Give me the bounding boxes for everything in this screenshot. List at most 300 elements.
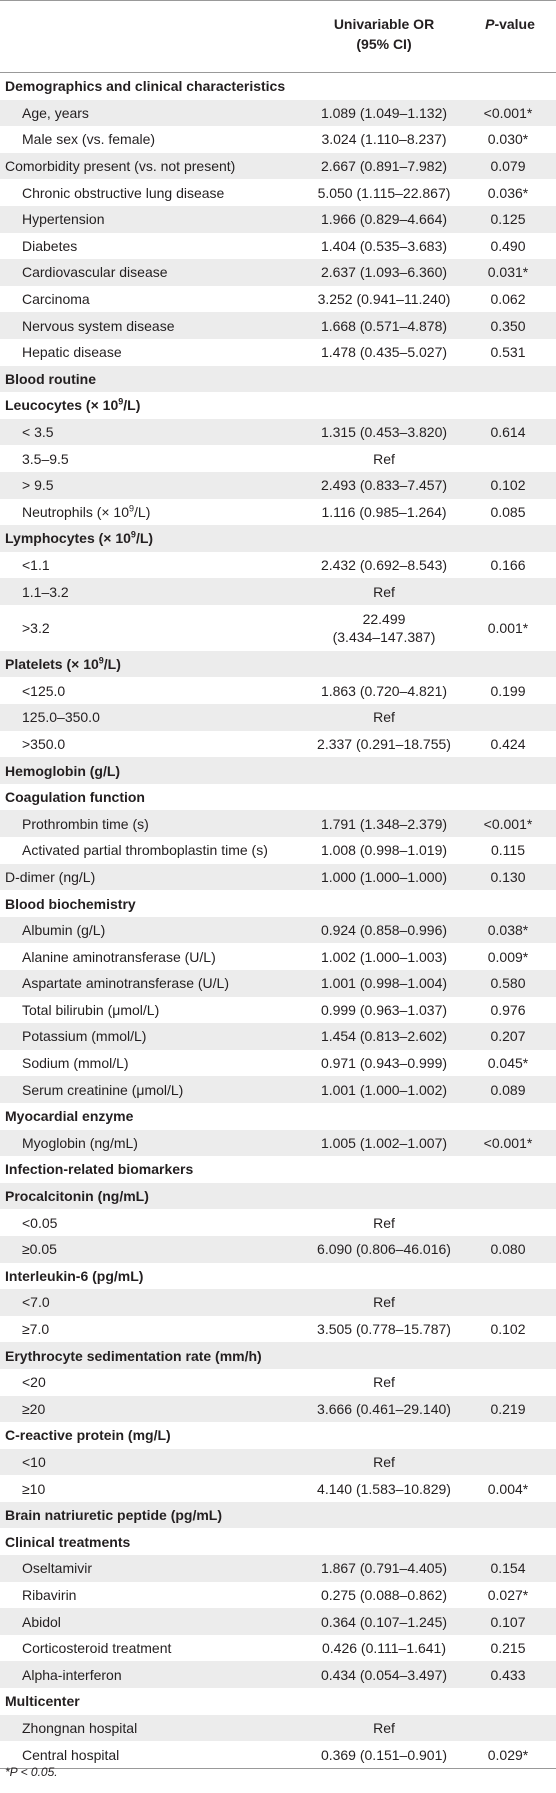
odds-ratio-value: 3.024 (1.110–8.237) [321, 131, 447, 148]
table-row [0, 757, 556, 784]
table-row [0, 1688, 556, 1715]
odds-ratio-cell [304, 943, 464, 970]
row-label [0, 651, 304, 678]
odds-ratio-value: 1.001 (0.998–1.004) [320, 975, 448, 992]
row-label-text: Hemoglobin (g/L) [5, 762, 121, 779]
table-row [0, 73, 556, 100]
odds-ratio-value: 1.116 (0.985–1.264) [321, 503, 447, 520]
row-label [0, 1263, 304, 1290]
p-value-cell [464, 73, 556, 100]
p-value-cell: 0.154 [464, 1555, 556, 1582]
row-label-text: > 9.5 [22, 477, 54, 494]
odds-ratio-value: 1.315 (0.453–3.820) [320, 424, 448, 441]
row-label-text: Sodium (mmol/L) [22, 1055, 129, 1072]
row-label [0, 233, 304, 260]
odds-ratio-value: 1.001 (1.000–1.002) [320, 1081, 448, 1098]
row-label [0, 1422, 304, 1449]
p-value-cell [464, 1449, 556, 1476]
odds-ratio-cell [304, 651, 464, 678]
table-row [0, 837, 556, 864]
odds-ratio-value: 0.924 (0.858–0.996) [320, 922, 448, 939]
row-label-text: Diabetes [22, 237, 78, 254]
odds-ratio-value: Ref [373, 1453, 395, 1470]
p-value-cell [464, 1156, 556, 1183]
odds-ratio-cell [304, 392, 464, 419]
row-label-text: <1.1 [22, 556, 50, 573]
row-label-text: Potassium (mmol/L) [22, 1028, 147, 1045]
row-label [0, 1023, 304, 1050]
row-label-text: Total bilirubin (μmol/L) [22, 1001, 160, 1018]
odds-ratio-cell [304, 1236, 464, 1263]
table-row [0, 312, 556, 339]
row-label [0, 1156, 304, 1183]
row-label-text: Hypertension [22, 211, 105, 228]
odds-ratio-cell [304, 179, 464, 206]
p-value-cell: 0.490 [490, 237, 526, 254]
odds-ratio-value: 0.275 (0.088–0.862) [320, 1586, 448, 1603]
p-value-cell: 0.004* [487, 1480, 529, 1497]
row-label [0, 525, 304, 552]
odds-ratio-value: 0.426 (0.111–1.641) [321, 1640, 447, 1657]
row-label-text: <0.05 [22, 1214, 58, 1231]
row-label [0, 704, 304, 731]
row-label [0, 837, 304, 864]
odds-ratio-cell [304, 731, 464, 758]
table-row [0, 392, 556, 419]
p-value-cell [464, 1263, 556, 1290]
table-row [0, 1316, 556, 1343]
odds-ratio-cell [304, 153, 464, 180]
p-value-cell: 0.219 [464, 1396, 556, 1423]
table-row [0, 100, 556, 127]
odds-ratio-cell [304, 890, 464, 917]
odds-ratio-cell [304, 1076, 464, 1103]
footnote: *P < 0.05. [5, 1765, 58, 1779]
row-label-text: <125.0 [22, 682, 66, 699]
p-value-cell [464, 890, 556, 917]
odds-ratio-value: Ref [373, 450, 395, 467]
odds-ratio-cell [304, 704, 464, 731]
p-value-cell: 0.036* [487, 184, 529, 201]
odds-ratio-cell [304, 1342, 464, 1369]
row-label [0, 731, 304, 758]
p-value-cell [464, 1209, 556, 1236]
odds-ratio-value: 1.008 (0.998–1.019) [320, 842, 448, 859]
odds-ratio-value: 3.505 (0.778–15.787) [317, 1321, 451, 1338]
p-value-cell: 0.130 [464, 864, 556, 891]
odds-ratio-value: 1.454 (0.813–2.602) [320, 1028, 448, 1045]
table-row [0, 1103, 556, 1130]
row-label-text: Alpha-interferon [22, 1666, 122, 1683]
row-label-text: Myocardial enzyme [5, 1108, 134, 1125]
row-label-text: Prothrombin time (s) [22, 815, 149, 832]
odds-ratio-value: Ref [373, 709, 395, 726]
table-row [0, 1050, 556, 1077]
header-univariable-or [304, 1, 464, 73]
p-value-cell: 0.614 [464, 419, 556, 446]
row-label [0, 1715, 304, 1742]
row-label [0, 339, 304, 366]
odds-ratio-cell [304, 1582, 464, 1609]
row-label-text: Male sex (vs. female) [22, 131, 156, 148]
p-value-cell: <0.001* [464, 1130, 556, 1157]
odds-ratio-cell [304, 552, 464, 579]
row-label-text: Lymphocytes (× 10 [5, 530, 131, 547]
row-label [0, 100, 304, 127]
p-value-cell [464, 578, 556, 605]
row-label [0, 1528, 304, 1555]
row-label [0, 864, 304, 891]
p-value-cell: 0.102 [464, 472, 556, 499]
table-row [0, 1342, 556, 1369]
row-label-text: Zhongnan hospital [22, 1719, 138, 1736]
odds-ratio-value: 2.337 (0.291–18.755) [317, 735, 451, 752]
row-label [0, 1183, 304, 1210]
odds-ratio-cell [304, 784, 464, 811]
row-label-unit: /L) [123, 397, 141, 414]
odds-ratio-value: 0.971 (0.943–0.999) [320, 1055, 448, 1072]
row-label-text: ≥0.05 [22, 1241, 57, 1258]
row-label [0, 1369, 304, 1396]
row-label [0, 1661, 304, 1688]
row-label-unit: /L) [135, 530, 154, 547]
table-row [0, 943, 556, 970]
row-label [0, 997, 304, 1024]
odds-ratio-cell [304, 1449, 464, 1476]
p-value-cell [464, 1528, 556, 1555]
row-label [0, 1209, 304, 1236]
odds-ratio-cell [304, 1715, 464, 1742]
odds-ratio-value: 2.667 (0.891–7.982) [320, 158, 448, 175]
row-label-text: >350.0 [22, 735, 66, 752]
row-label [0, 1396, 304, 1423]
odds-ratio-value: 2.493 (0.833–7.457) [320, 477, 448, 494]
odds-ratio-value: 1.005 (1.002–1.007) [320, 1134, 448, 1151]
odds-ratio-cell [304, 1316, 464, 1343]
table-row [0, 731, 556, 758]
odds-ratio-value: Ref [373, 1294, 395, 1311]
row-label [0, 890, 304, 917]
table-row [0, 1396, 556, 1423]
table-row [0, 126, 556, 153]
odds-ratio-cell [304, 578, 464, 605]
row-label [0, 419, 304, 446]
p-value-cell: <0.001* [464, 100, 556, 127]
row-label-text: Carcinoma [22, 291, 90, 308]
row-label [0, 1130, 304, 1157]
odds-ratio-cell [304, 757, 464, 784]
row-label-text: Chronic obstructive lung disease [22, 184, 225, 201]
p-value-cell: 0.215 [490, 1640, 526, 1657]
table-row [0, 1608, 556, 1635]
odds-ratio-cell [304, 1422, 464, 1449]
table-row [0, 339, 556, 366]
p-value-cell [464, 525, 556, 552]
p-value-cell: 0.107 [464, 1608, 556, 1635]
p-value-cell [464, 757, 556, 784]
odds-ratio-ci: (3.434–147.387) [332, 628, 436, 645]
odds-ratio-cell [304, 259, 464, 286]
odds-ratio-cell [304, 970, 464, 997]
odds-ratio-value: 22.499 [362, 610, 406, 627]
odds-ratio-value: 0.369 (0.151–0.901) [320, 1746, 448, 1763]
p-value-cell: 0.085 [490, 503, 526, 520]
p-value-cell: 0.207 [464, 1023, 556, 1050]
row-label [0, 1449, 304, 1476]
p-value-cell: 0.125 [464, 206, 556, 233]
header-p-suffix: -value [494, 16, 535, 32]
odds-ratio-value: 1.404 (0.535–3.683) [320, 237, 448, 254]
row-label-text: 125.0–350.0 [22, 709, 100, 726]
table-row [0, 1209, 556, 1236]
row-label [0, 1688, 304, 1715]
row-label-text: Neutrophils (× 10 [22, 503, 130, 520]
row-label [0, 1608, 304, 1635]
row-label [0, 73, 304, 100]
odds-ratio-value: 3.666 (0.461–29.140) [317, 1400, 451, 1417]
table-row [0, 286, 556, 313]
row-label-superscript: 9 [130, 529, 136, 540]
odds-ratio-value: 1.668 (0.571–4.878) [320, 317, 448, 334]
p-value-cell: 0.038* [464, 917, 556, 944]
table-row [0, 651, 556, 678]
row-label-text: Infection-related biomarkers [5, 1161, 194, 1178]
row-label [0, 917, 304, 944]
table-row [0, 525, 556, 552]
row-label-text: Cardiovascular disease [22, 264, 168, 281]
odds-ratio-cell [304, 445, 464, 472]
odds-ratio-cell [304, 1528, 464, 1555]
table-row [0, 1130, 556, 1157]
p-value-cell [464, 1342, 556, 1369]
odds-ratio-cell [304, 1050, 464, 1077]
table-row [0, 1528, 556, 1555]
table-row [0, 578, 556, 605]
odds-ratio-cell [304, 100, 464, 127]
odds-ratio-cell [304, 499, 464, 526]
p-value-cell [464, 1289, 556, 1316]
table-row [0, 233, 556, 260]
odds-ratio-value: Ref [373, 583, 395, 600]
odds-ratio-value: 0.434 (0.054–3.497) [320, 1666, 448, 1683]
table-row [0, 1023, 556, 1050]
odds-ratio-cell [304, 1475, 464, 1502]
p-value-cell: 0.199 [490, 682, 526, 699]
odds-ratio-cell [304, 1741, 464, 1768]
row-label [0, 366, 304, 393]
p-value-cell: 0.976 [490, 1001, 526, 1018]
odds-ratio-cell [304, 1635, 464, 1662]
odds-ratio-cell [304, 126, 464, 153]
table-row [0, 810, 556, 837]
p-value-cell: 0.062 [490, 291, 526, 308]
row-label [0, 1475, 304, 1502]
table-row [0, 1263, 556, 1290]
p-value-cell: 0.031* [464, 259, 556, 286]
odds-ratio-value: Ref [373, 1374, 395, 1391]
odds-ratio-value: 1.966 (0.829–4.664) [320, 211, 448, 228]
table-row [0, 1475, 556, 1502]
row-label-text: Abidol [22, 1613, 61, 1630]
table-body [0, 73, 556, 1769]
header-p-value [464, 1, 556, 73]
table-row [0, 677, 556, 704]
table-row [0, 970, 556, 997]
odds-ratio-cell [304, 206, 464, 233]
table-row [0, 1369, 556, 1396]
odds-ratio-cell [304, 366, 464, 393]
odds-ratio-value: 1.867 (0.791–4.405) [320, 1560, 448, 1577]
row-label-text: Alanine aminotransferase (U/L) [22, 948, 216, 965]
row-label-text: Aspartate aminotransferase (U/L) [22, 975, 229, 992]
row-label-text: <20 [22, 1374, 46, 1391]
row-label [0, 784, 304, 811]
row-label [0, 445, 304, 472]
table-row [0, 997, 556, 1024]
odds-ratio-cell [304, 1289, 464, 1316]
row-label [0, 1289, 304, 1316]
odds-ratio-cell [304, 1130, 464, 1157]
row-label-text: Coagulation function [5, 789, 145, 806]
row-label [0, 286, 304, 313]
odds-ratio-cell [304, 1103, 464, 1130]
p-value-cell [464, 1502, 556, 1529]
p-value-cell: 0.350 [464, 312, 556, 339]
row-label-text: Leucocytes (× 10 [5, 397, 119, 414]
table-row [0, 153, 556, 180]
p-value-cell [464, 651, 556, 678]
row-label-text: Blood biochemistry [5, 895, 136, 912]
odds-ratio-cell [304, 917, 464, 944]
p-value-cell [464, 1369, 556, 1396]
odds-ratio-cell [304, 1396, 464, 1423]
row-label [0, 1076, 304, 1103]
row-label-text: D-dimer (ng/L) [5, 868, 96, 885]
row-label-text: Blood routine [5, 370, 96, 387]
header-or-text: Univariable OR (95% CI) [333, 16, 435, 52]
row-label-text: C-reactive protein (mg/L) [5, 1427, 171, 1444]
row-label-text: Erythrocyte sedimentation rate (mm/h) [5, 1347, 262, 1364]
table-row [0, 917, 556, 944]
p-value-cell: 0.029* [464, 1741, 556, 1768]
row-label [0, 126, 304, 153]
row-label-text: Central hospital [22, 1746, 120, 1763]
p-value-cell: 0.089 [464, 1076, 556, 1103]
odds-ratio-value: 1.002 (1.000–1.003) [320, 948, 448, 965]
odds-ratio-value: 3.252 (0.941–11.240) [317, 291, 451, 308]
p-value-cell: 0.027* [487, 1586, 529, 1603]
odds-ratio-cell [304, 1555, 464, 1582]
row-label [0, 943, 304, 970]
table-row [0, 1422, 556, 1449]
odds-ratio-cell [304, 73, 464, 100]
odds-ratio-value: 1.863 (0.720–4.821) [320, 682, 448, 699]
table-row [0, 890, 556, 917]
row-label [0, 970, 304, 997]
odds-ratio-cell [304, 312, 464, 339]
header-variable [0, 1, 304, 73]
odds-ratio-cell [304, 525, 464, 552]
row-label-superscript: 9 [98, 655, 104, 666]
p-value-cell: 0.531 [490, 344, 526, 361]
odds-ratio-cell [304, 605, 464, 651]
table-row [0, 1635, 556, 1662]
odds-ratio-cell [304, 233, 464, 260]
row-label [0, 677, 304, 704]
p-value-cell [464, 1688, 556, 1715]
odds-ratio-cell [304, 1263, 464, 1290]
row-label-unit: /L) [103, 656, 121, 673]
row-label-text: ≥7.0 [22, 1321, 50, 1338]
row-label-text: Serum creatinine (μmol/L) [22, 1081, 184, 1098]
odds-ratio-cell [304, 837, 464, 864]
table-row [0, 1502, 556, 1529]
odds-ratio-cell [304, 472, 464, 499]
table-row [0, 784, 556, 811]
row-label [0, 1582, 304, 1609]
p-value-cell: 0.080 [464, 1236, 556, 1263]
p-value-cell [464, 704, 556, 731]
odds-ratio-value: 0.364 (0.107–1.245) [320, 1613, 448, 1630]
table-row [0, 704, 556, 731]
odds-ratio-value: 5.050 (1.115–22.867) [317, 184, 451, 201]
row-label [0, 1050, 304, 1077]
p-value-cell [464, 1183, 556, 1210]
row-label-text: Oseltamivir [22, 1560, 93, 1577]
row-label-text: 3.5–9.5 [22, 450, 69, 467]
odds-ratio-value: 6.090 (0.806–46.016) [317, 1241, 451, 1258]
row-label [0, 1103, 304, 1130]
odds-ratio-cell [304, 1183, 464, 1210]
p-value-cell: 0.424 [490, 735, 526, 752]
row-label-text: Nervous system disease [22, 317, 175, 334]
row-label [0, 499, 304, 526]
table-row [0, 605, 556, 651]
p-value-cell: 0.433 [464, 1661, 556, 1688]
odds-ratio-value: 0.999 (0.963–1.037) [320, 1001, 448, 1018]
odds-ratio-value: 1.478 (0.435–5.027) [320, 344, 448, 361]
row-label-superscript: 9 [129, 503, 135, 514]
row-label-text: Platelets (× 10 [5, 656, 99, 673]
odds-ratio-value: 2.637 (1.093–6.360) [320, 264, 448, 281]
table-row [0, 366, 556, 393]
table-row [0, 1449, 556, 1476]
table-row [0, 472, 556, 499]
odds-ratio-value: Ref [373, 1214, 395, 1231]
table-row [0, 552, 556, 579]
table-row [0, 1555, 556, 1582]
row-label [0, 578, 304, 605]
header-p-letter: P [485, 16, 495, 32]
row-label [0, 153, 304, 180]
p-value-cell: 0.030* [487, 131, 529, 148]
odds-ratio-value: Ref [373, 1719, 395, 1736]
odds-ratio-value: 2.432 (0.692–8.543) [320, 556, 448, 573]
p-value-cell [464, 784, 556, 811]
row-label-text: Hepatic disease [22, 344, 122, 361]
row-label [0, 810, 304, 837]
table-row [0, 1076, 556, 1103]
row-label-text: ≥10 [22, 1480, 46, 1497]
table-row [0, 1582, 556, 1609]
row-label [0, 1635, 304, 1662]
row-label [0, 552, 304, 579]
p-value-cell: 0.580 [464, 970, 556, 997]
odds-ratio-cell [304, 1608, 464, 1635]
odds-ratio-cell [304, 1661, 464, 1688]
table-row [0, 259, 556, 286]
p-value-cell [464, 445, 556, 472]
